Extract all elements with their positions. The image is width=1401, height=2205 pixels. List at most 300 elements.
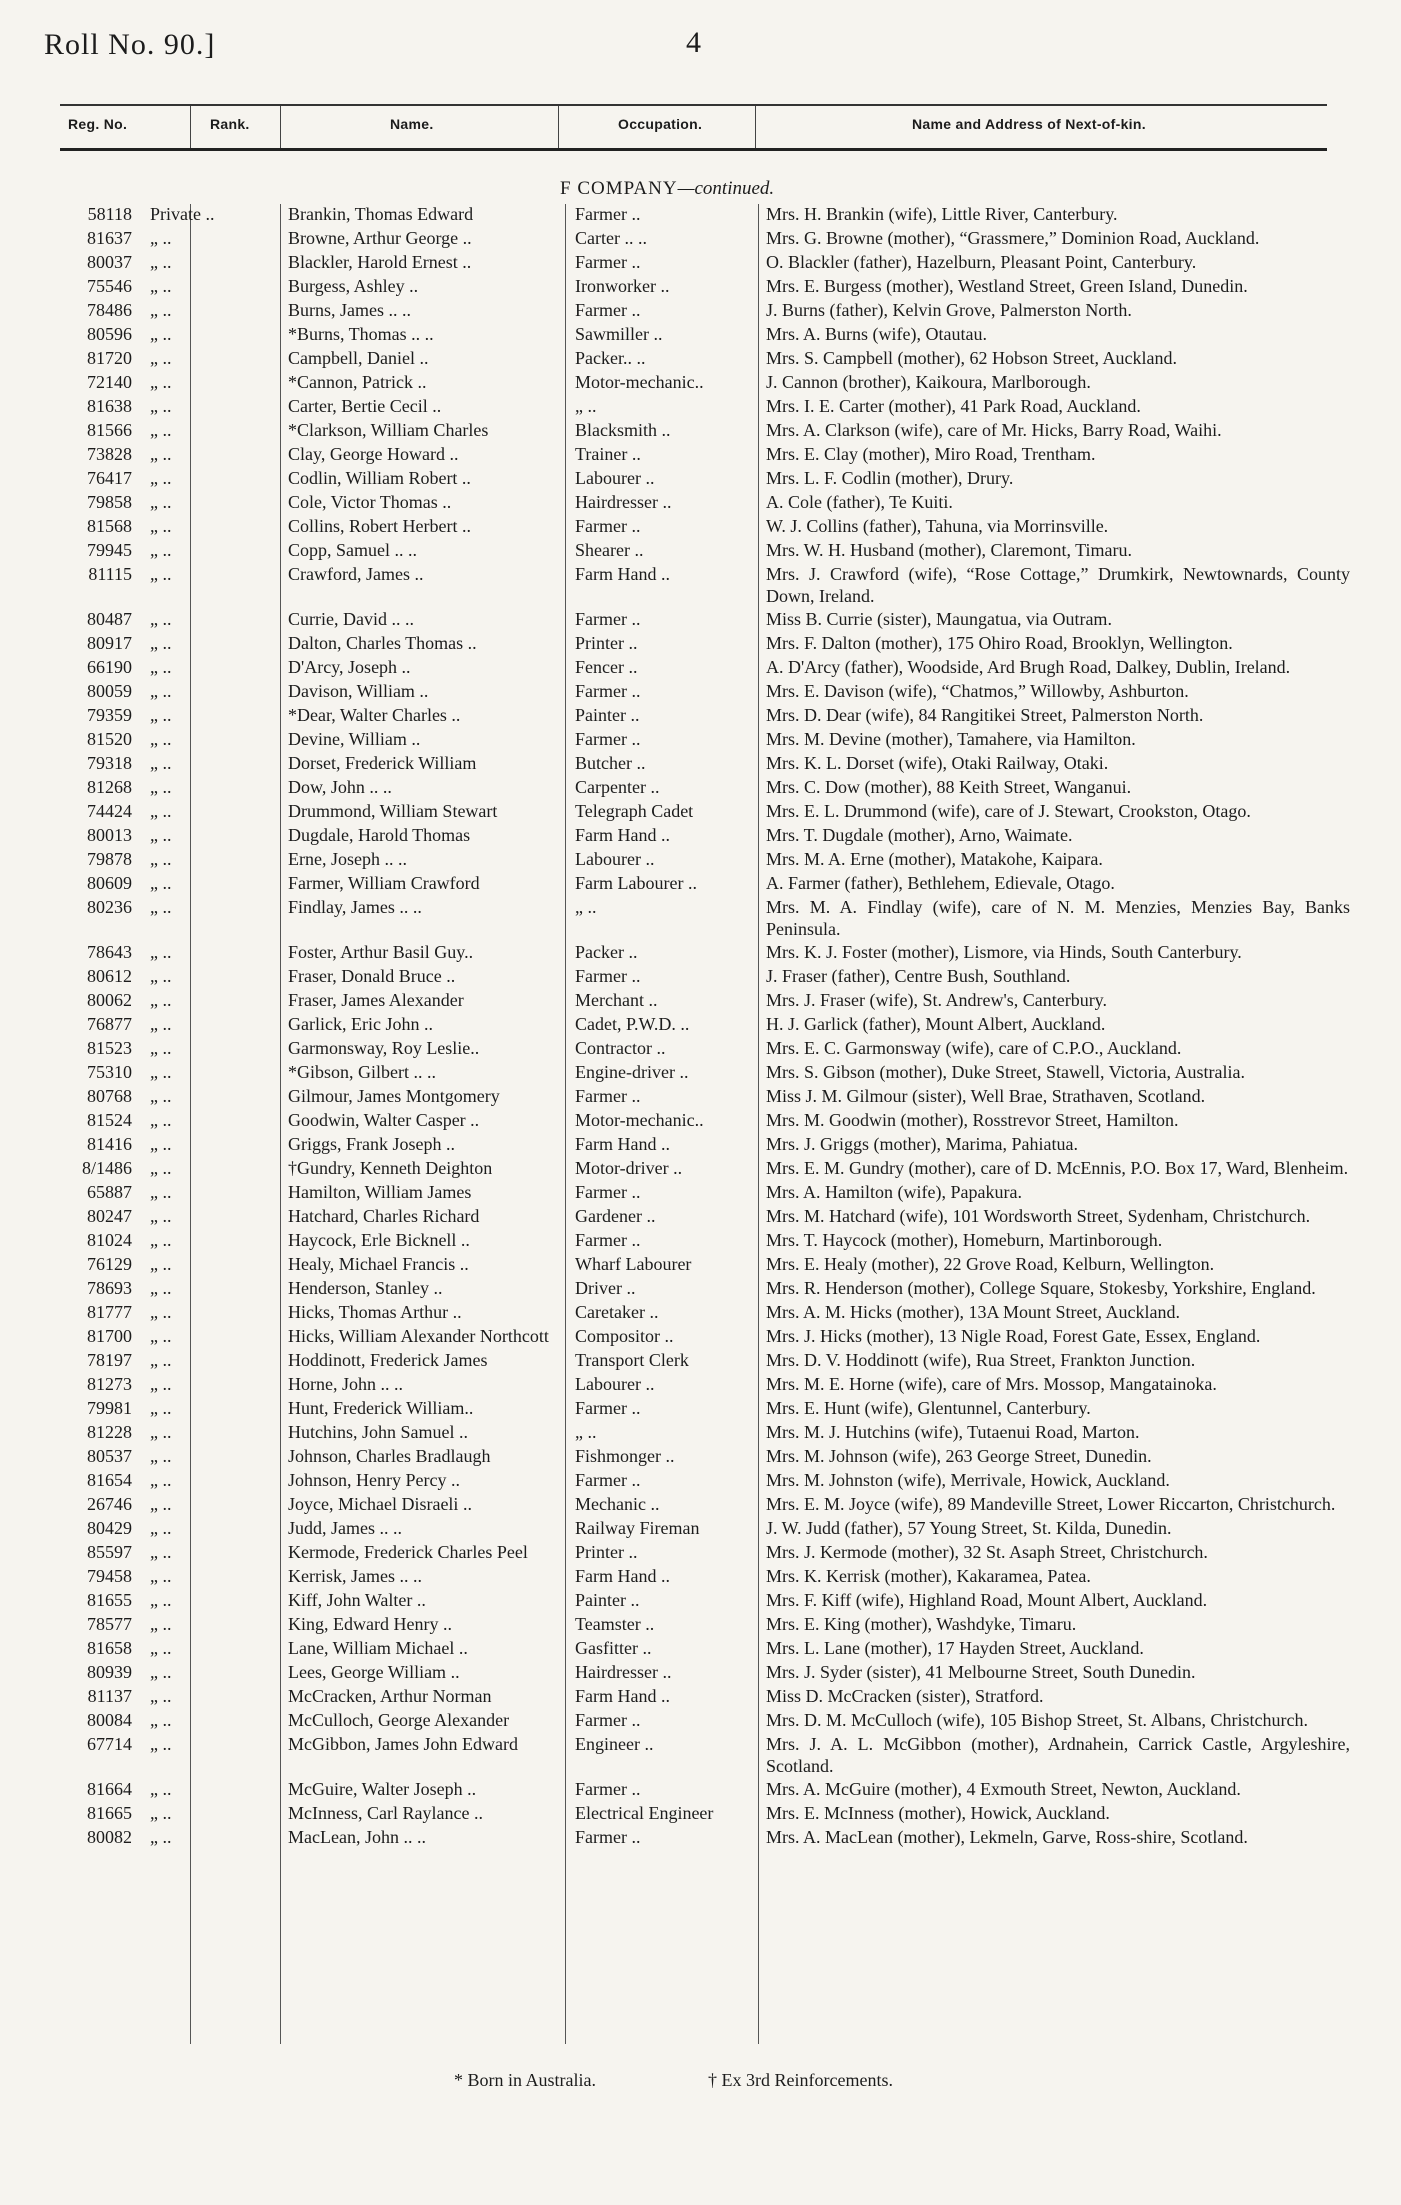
table-row [0,420,1401,444]
table-row [0,1446,1401,1470]
table-row [0,1518,1401,1542]
table-row [0,801,1401,825]
reg-number: 80037 [87,252,132,272]
soldier-name: Burns, James .. .. [288,300,411,320]
reg-number: 81665 [87,1803,132,1823]
table-row [0,492,1401,516]
soldier-name: *Burns, Thomas .. .. [288,324,434,344]
reg-number: 81700 [87,1326,132,1346]
occupation: Ironworker .. [575,276,670,296]
rank: „ .. [150,801,172,821]
next-of-kin: Mrs. E. C. Garmonsway (wife), care of C.P.O., Auckland. [766,1038,1182,1058]
rank: „ .. [150,873,172,893]
next-of-kin: O. Blackler (father), Hazelburn, Pleasant Point, Canterbury. [766,252,1197,272]
occupation: Telegraph Cadet [575,801,694,821]
next-of-kin: Mrs. M. J. Hutchins (wife), Tutaenui Road, Marton. [766,1422,1140,1442]
soldier-name: Lees, George William .. [288,1662,460,1682]
next-of-kin: A. Farmer (father), Bethlehem, Edievale, Otago. [766,873,1115,893]
reg-number: 81777 [87,1302,132,1322]
soldier-name: Currie, David .. .. [288,609,414,629]
reg-number: 81115 [88,564,132,584]
table-row [0,1827,1401,1851]
next-of-kin: Mrs. K. J. Foster (mother), Lismore, via Hinds, South Canterbury. [766,942,1242,962]
next-of-kin: Mrs. A. Burns (wife), Otautau. [766,324,987,344]
table-row [0,1134,1401,1158]
rank: „ .. [150,1062,172,1082]
table-row [0,1158,1401,1182]
next-of-kin: Miss D. McCracken (sister), Stratford. [766,1686,1044,1706]
occupation: Farmer .. [575,1398,641,1418]
reg-number: 78486 [87,300,132,320]
rank: „ .. [150,444,172,464]
soldier-name: Gilmour, James Montgomery [288,1086,500,1106]
occupation: Farm Hand .. [575,1686,670,1706]
table-row [0,1350,1401,1374]
occupation: Farmer .. [575,252,641,272]
next-of-kin: Mrs. J. Syder (sister), 41 Melbourne Street, South Dunedin. [766,1662,1196,1682]
soldier-name: Hicks, Thomas Arthur .. [288,1302,462,1322]
rank: „ .. [150,1398,172,1418]
reg-number: 66190 [87,657,132,677]
occupation: Farmer .. [575,1182,641,1202]
table-row [0,1206,1401,1230]
reg-number: 8/1486 [81,1158,132,1178]
next-of-kin: Mrs. J. Griggs (mother), Marima, Pahiatua. [766,1134,1078,1154]
reg-number: 81524 [87,1110,132,1130]
occupation: Hairdresser .. [575,492,672,512]
table-row [0,1422,1401,1446]
occupation: Farm Labourer .. [575,873,697,893]
rank: „ .. [150,966,172,986]
rank: „ .. [150,1803,172,1823]
occupation: Farmer .. [575,729,641,749]
reg-number: 85597 [87,1542,132,1562]
occupation: Farmer .. [575,1086,641,1106]
table-row [0,1734,1401,1779]
next-of-kin: Miss B. Currie (sister), Maungatua, via Outram. [766,609,1112,629]
column-divider [190,106,191,148]
occupation: Contractor .. [575,1038,666,1058]
next-of-kin: Mrs. W. H. Husband (mother), Claremont, Timaru. [766,540,1132,560]
reg-number: 80062 [87,990,132,1010]
next-of-kin: Mrs. F. Kiff (wife), Highland Road, Mount Albert, Auckland. [766,1590,1208,1610]
occupation: Packer .. [575,942,638,962]
table-row [0,1779,1401,1803]
occupation: Electrical Engineer [575,1803,714,1823]
soldier-name: King, Edward Henry .. [288,1614,452,1634]
next-of-kin: H. J. Garlick (father), Mount Albert, Auckland. [766,1014,1106,1034]
occupation: Motor-mechanic.. [575,1110,704,1130]
soldier-name: Joyce, Michael Disraeli .. [288,1494,472,1514]
reg-number: 81638 [87,396,132,416]
roll-table [0,204,1401,1851]
rank: „ .. [150,468,172,488]
rank: „ .. [150,1638,172,1658]
occupation: Compositor .. [575,1326,674,1346]
rank: „ .. [150,1134,172,1154]
occupation: Farmer .. [575,1710,641,1730]
soldier-name: Fraser, Donald Bruce .. [288,966,456,986]
reg-number: 78197 [87,1350,132,1370]
rank: „ .. [150,1710,172,1730]
occupation: Farmer .. [575,204,641,224]
next-of-kin: Mrs. E. L. Drummond (wife), care of J. Stewart, Crookston, Otago. [766,801,1251,821]
next-of-kin: J. Burns (father), Kelvin Grove, Palmerston North. [766,300,1132,320]
occupation: „ .. [575,897,597,917]
next-of-kin: Mrs. J. Kermode (mother), 32 St. Asaph Street, Christchurch. [766,1542,1208,1562]
next-of-kin: Mrs. E. Hunt (wife), Glentunnel, Canterbury. [766,1398,1091,1418]
next-of-kin: Miss J. M. Gilmour (sister), Well Brae, Strathaven, Scotland. [766,1086,1206,1106]
next-of-kin: Mrs. F. Dalton (mother), 175 Ohiro Road, Brooklyn, Wellington. [766,633,1233,653]
column-divider [755,106,756,148]
page-header [0,0,1401,90]
soldier-name: Campbell, Daniel .. [288,348,429,368]
rank: „ .. [150,825,172,845]
occupation: „ .. [575,1422,597,1442]
table-row [0,1182,1401,1206]
soldier-name: Dalton, Charles Thomas .. [288,633,477,653]
next-of-kin: Mrs. A. Hamilton (wife), Papakura. [766,1182,1022,1202]
soldier-name: Codlin, William Robert .. [288,468,471,488]
table-row [0,1398,1401,1422]
soldier-name: Davison, William .. [288,681,429,701]
column-header-next-of-kin: Name and Address of Next-of-kin. [912,116,1146,132]
soldier-name: Johnson, Charles Bradlaugh [288,1446,491,1466]
rank: „ .. [150,1254,172,1274]
soldier-name: Kerrisk, James .. .. [288,1566,422,1586]
reg-number: 81658 [87,1638,132,1658]
rank: „ .. [150,657,172,677]
table-row [0,252,1401,276]
reg-number: 79981 [87,1398,132,1418]
reg-number: 79945 [87,540,132,560]
next-of-kin: A. D'Arcy (father), Woodside, Ard Brugh Road, Dalkey, Dublin, Ireland. [766,657,1291,677]
rank: „ .. [150,1014,172,1034]
footnote-born-australia: * Born in Australia. [454,2070,596,2090]
soldier-name: Judd, James .. .. [288,1518,402,1538]
table-row [0,516,1401,540]
next-of-kin: Mrs. T. Dugdale (mother), Arno, Waimate. [766,825,1073,845]
soldier-name: Clay, George Howard .. [288,444,459,464]
table-row [0,633,1401,657]
next-of-kin: Mrs. J. Fraser (wife), St. Andrew's, Canterbury. [766,990,1108,1010]
table-row [0,396,1401,420]
table-row [0,1302,1401,1326]
occupation: Trainer .. [575,444,641,464]
footnote-ex-reinforcements: † Ex 3rd Reinforcements. [708,2070,893,2090]
table-row [0,705,1401,729]
reg-number: 80609 [87,873,132,893]
table-row [0,753,1401,777]
next-of-kin: Mrs. M. A. Erne (mother), Matakohe, Kaipara. [766,849,1103,869]
reg-number: 79359 [87,705,132,725]
reg-number: 76129 [87,1254,132,1274]
rank: „ .. [150,1734,172,1754]
table-row [0,1086,1401,1110]
reg-number: 80082 [87,1827,132,1847]
next-of-kin: Mrs. C. Dow (mother), 88 Keith Street, Wanganui. [766,777,1132,797]
next-of-kin: J. Cannon (brother), Kaikoura, Marlborough. [766,372,1091,392]
reg-number: 81137 [87,1686,132,1706]
table-row [0,873,1401,897]
occupation: Farm Hand .. [575,1134,670,1154]
rank: „ .. [150,1518,172,1538]
column-header-occupation: Occupation. [618,116,703,132]
occupation: Butcher .. [575,753,646,773]
rank: „ .. [150,540,172,560]
rank: „ .. [150,228,172,248]
reg-number: 65887 [87,1182,132,1202]
occupation: Shearer .. [575,540,644,560]
occupation: Driver .. [575,1278,636,1298]
soldier-name: Hamilton, William James [288,1182,472,1202]
reg-number: 80084 [87,1710,132,1730]
reg-number: 72140 [87,372,132,392]
soldier-name: Kiff, John Walter .. [288,1590,426,1610]
table-row [0,540,1401,564]
next-of-kin: Mrs. D. Dear (wife), 84 Rangitikei Street, Palmerston North. [766,705,1204,725]
table-row [0,1038,1401,1062]
reg-number: 80487 [87,609,132,629]
table-row [0,942,1401,966]
occupation: Wharf Labourer [575,1254,692,1274]
occupation: Farmer .. [575,966,641,986]
rank: „ .. [150,990,172,1010]
occupation: Farm Hand .. [575,1566,670,1586]
occupation: Motor-mechanic.. [575,372,704,392]
soldier-name: Garmonsway, Roy Leslie.. [288,1038,480,1058]
table-row [0,1614,1401,1638]
roll-number: Roll No. 90.] [44,28,216,61]
occupation: Farmer .. [575,1230,641,1250]
reg-number: 76877 [87,1014,132,1034]
soldier-name: Lane, William Michael .. [288,1638,468,1658]
reg-number: 80917 [87,633,132,653]
soldier-name: †Gundry, Kenneth Deighton [288,1158,493,1178]
next-of-kin: Mrs. H. Brankin (wife), Little River, Canterbury. [766,204,1118,224]
reg-number: 80059 [87,681,132,701]
occupation: Labourer .. [575,468,655,488]
table-row [0,1254,1401,1278]
reg-number: 80939 [87,1662,132,1682]
occupation: Gasfitter .. [575,1638,652,1658]
occupation: Engineer .. [575,1734,654,1754]
reg-number: 81720 [87,348,132,368]
reg-number: 78693 [87,1278,132,1298]
rank: „ .. [150,300,172,320]
reg-number: 79858 [87,492,132,512]
next-of-kin: Mrs. E. Davison (wife), “Chatmos,” Willowby, Ashburton. [766,681,1189,701]
table-row [0,276,1401,300]
soldier-name: Burgess, Ashley .. [288,276,419,296]
reg-number: 81268 [87,777,132,797]
soldier-name: Hoddinott, Frederick James [288,1350,488,1370]
reg-number: 74424 [87,801,132,821]
rank: „ .. [150,633,172,653]
table-row [0,348,1401,372]
next-of-kin: Mrs. I. E. Carter (mother), 41 Park Road, Auckland. [766,396,1141,416]
table-row [0,1062,1401,1086]
next-of-kin: Mrs. L. F. Codlin (mother), Drury. [766,468,1014,488]
header-rule-top [60,104,1327,106]
next-of-kin: Mrs. E. McInness (mother), Howick, Auckland. [766,1803,1110,1823]
rank: Private .. [150,204,215,224]
reg-number: 81523 [87,1038,132,1058]
next-of-kin: Mrs. E. M. Gundry (mother), care of D. McEnnis, P.O. Box 17, Ward, Blenheim. [766,1158,1349,1178]
rank: „ .. [150,609,172,629]
soldier-name: *Gibson, Gilbert .. .. [288,1062,436,1082]
reg-number: 80247 [87,1206,132,1226]
rank: „ .. [150,564,172,584]
table-row [0,966,1401,990]
occupation: Merchant .. [575,990,658,1010]
soldier-name: Hicks, William Alexander Northcott [288,1326,549,1346]
table-row [0,1278,1401,1302]
next-of-kin: Mrs. S. Gibson (mother), Duke Street, Stawell, Victoria, Australia. [766,1062,1246,1082]
soldier-name: Devine, William .. [288,729,421,749]
soldier-name: *Cannon, Patrick .. [288,372,427,392]
table-row [0,204,1401,228]
next-of-kin: Mrs. M. Johnson (wife), 263 George Street, Dunedin. [766,1446,1152,1466]
occupation: Printer .. [575,633,638,653]
soldier-name: Drummond, William Stewart [288,801,498,821]
soldier-name: Browne, Arthur George .. [288,228,472,248]
rank: „ .. [150,1350,172,1370]
next-of-kin: Mrs. E. King (mother), Washdyke, Timaru. [766,1614,1077,1634]
table-row [0,324,1401,348]
reg-number: 81273 [87,1374,132,1394]
next-of-kin: A. Cole (father), Te Kuiti. [766,492,953,512]
table-row [0,468,1401,492]
reg-number: 75546 [87,276,132,296]
occupation: Blacksmith .. [575,420,671,440]
soldier-name: Blackler, Harold Ernest .. [288,252,472,272]
rank: „ .. [150,372,172,392]
occupation: „ .. [575,396,597,416]
table-row [0,444,1401,468]
occupation: Fishmonger .. [575,1446,675,1466]
rank: „ .. [150,1110,172,1130]
reg-number: 80537 [87,1446,132,1466]
reg-number: 81566 [87,420,132,440]
rank: „ .. [150,1422,172,1442]
column-header-rank: Rank. [210,116,250,132]
column-header-reg-no: Reg. No. [68,116,128,132]
table-row [0,990,1401,1014]
soldier-name: MacLean, John .. .. [288,1827,426,1847]
soldier-name: Crawford, James .. [288,564,424,584]
next-of-kin: Mrs. E. Burgess (mother), Westland Street, Green Island, Dunedin. [766,276,1248,296]
reg-number: 26746 [87,1494,132,1514]
table-row [0,897,1401,942]
next-of-kin: Mrs. R. Henderson (mother), College Square, Stokesby, Yorkshire, England. [766,1278,1316,1298]
occupation: Carter .. .. [575,228,647,248]
rank: „ .. [150,420,172,440]
soldier-name: Griggs, Frank Joseph .. [288,1134,455,1154]
table-row [0,564,1401,609]
rank: „ .. [150,849,172,869]
reg-number: 80612 [87,966,132,986]
rank: „ .. [150,1302,172,1322]
rank: „ .. [150,1590,172,1610]
next-of-kin: Mrs. J. Hicks (mother), 13 Nigle Road, Forest Gate, Essex, England. [766,1326,1261,1346]
rank: „ .. [150,396,172,416]
occupation: Railway Fireman [575,1518,700,1538]
header-rule-bottom [60,148,1327,151]
table-row [0,1710,1401,1734]
reg-number: 81664 [87,1779,132,1799]
table-row [0,1326,1401,1350]
reg-number: 81228 [87,1422,132,1442]
occupation: Caretaker .. [575,1302,659,1322]
rank: „ .. [150,1779,172,1799]
table-row [0,609,1401,633]
soldier-name: Fraser, James Alexander [288,990,464,1010]
table-row [0,1662,1401,1686]
table-row [0,1686,1401,1710]
soldier-name: Hunt, Frederick William.. [288,1398,474,1418]
reg-number: 80236 [87,897,132,917]
reg-number: 67714 [87,1734,132,1754]
next-of-kin: Mrs. T. Haycock (mother), Homeburn, Martinborough. [766,1230,1163,1250]
rank: „ .. [150,1158,172,1178]
rank: „ .. [150,753,172,773]
table-row [0,849,1401,873]
rank: „ .. [150,1662,172,1682]
reg-number: 79458 [87,1566,132,1586]
next-of-kin: Mrs. M. Hatchard (wife), 101 Wordsworth Street, Sydenham, Christchurch. [766,1206,1311,1226]
next-of-kin: Mrs. D. M. McCulloch (wife), 105 Bishop Street, St. Albans, Christchurch. [766,1710,1308,1730]
soldier-name: Copp, Samuel .. .. [288,540,417,560]
soldier-name: Henderson, Stanley .. [288,1278,443,1298]
soldier-name: McCracken, Arthur Norman [288,1686,492,1706]
soldier-name: Erne, Joseph .. .. [288,849,407,869]
rank: „ .. [150,276,172,296]
soldier-name: Dugdale, Harold Thomas [288,825,471,845]
table-row [0,681,1401,705]
occupation: Carpenter .. [575,777,660,797]
soldier-name: Farmer, William Crawford [288,873,480,893]
table-row [0,1014,1401,1038]
occupation: Painter .. [575,1590,640,1610]
soldier-name: Collins, Robert Herbert .. [288,516,471,536]
rank: „ .. [150,1566,172,1586]
rank: „ .. [150,729,172,749]
rank: „ .. [150,1374,172,1394]
soldier-name: D'Arcy, Joseph .. [288,657,411,677]
table-row [0,1803,1401,1827]
rank: „ .. [150,705,172,725]
reg-number: 81416 [87,1134,132,1154]
occupation: Farmer .. [575,681,641,701]
reg-number: 80013 [87,825,132,845]
occupation: Farmer .. [575,516,641,536]
reg-number: 81655 [87,1590,132,1610]
next-of-kin: Mrs. A. Clarkson (wife), care of Mr. Hicks, Barry Road, Waihi. [766,420,1222,440]
reg-number: 80429 [87,1518,132,1538]
rank: „ .. [150,777,172,797]
occupation: Farmer .. [575,300,641,320]
rank: „ .. [150,1494,172,1514]
table-row [0,1494,1401,1518]
section-title-prefix: F COMPANY [560,178,678,199]
soldier-name: Healy, Michael Francis .. [288,1254,469,1274]
occupation: Farmer .. [575,609,641,629]
soldier-name: *Dear, Walter Charles .. [288,705,461,725]
table-row [0,1542,1401,1566]
table-row [0,729,1401,753]
occupation: Gardener .. [575,1206,656,1226]
